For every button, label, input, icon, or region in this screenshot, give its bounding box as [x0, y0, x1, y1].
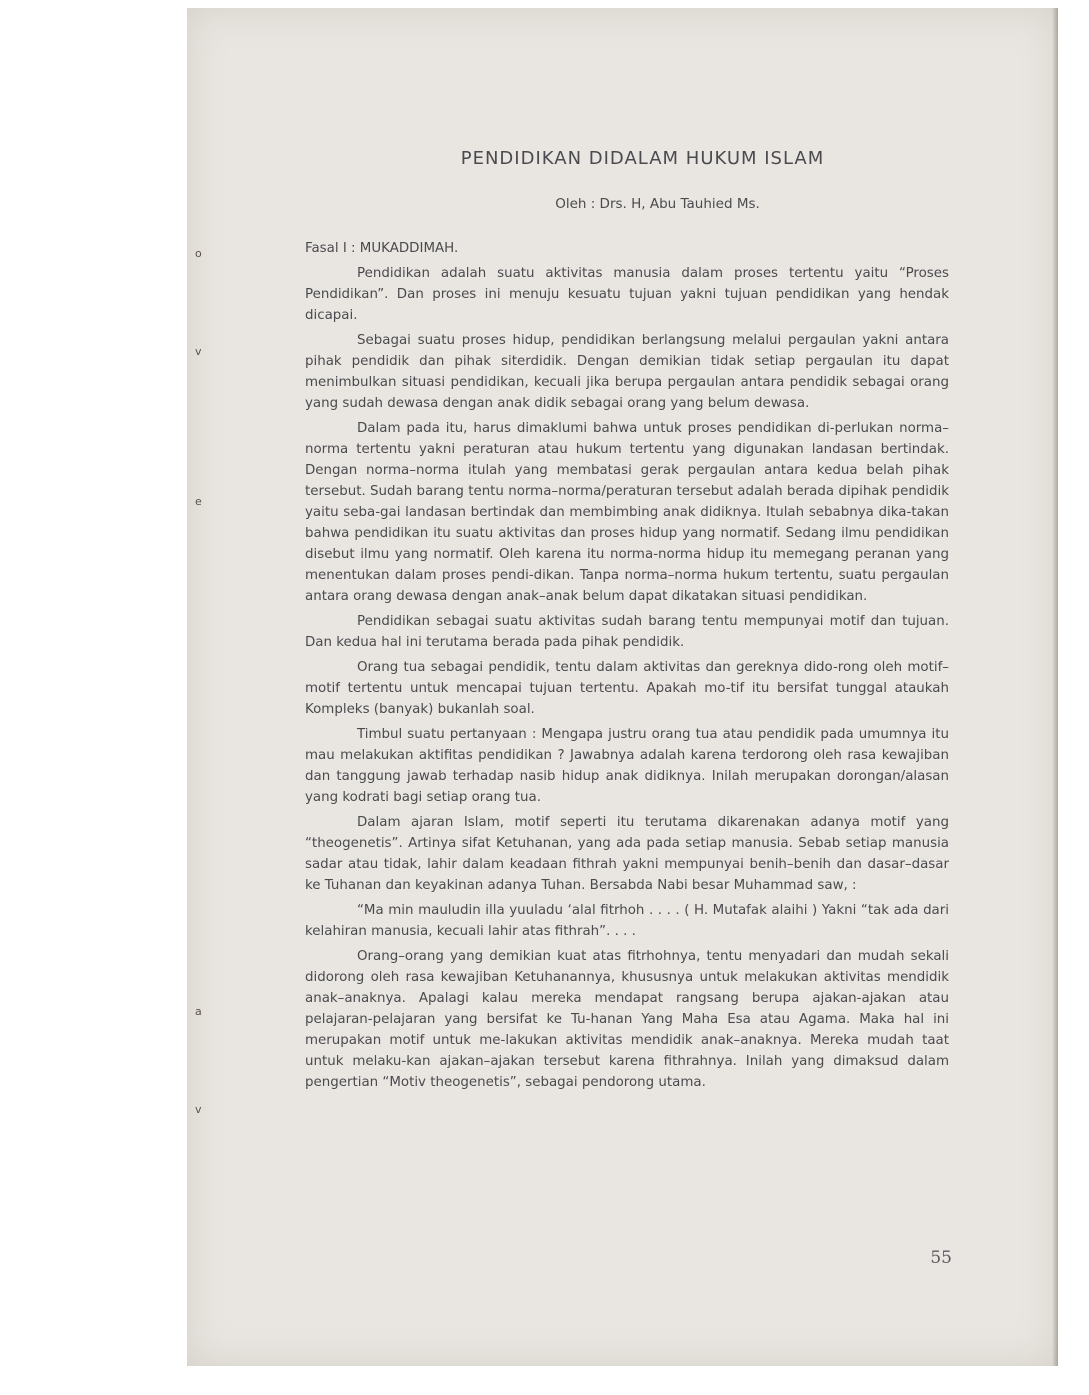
paragraph: Pendidikan sebagai suatu aktivitas sudah barang tentu mempunyai motif dan tujuan. Dan kedua hal ini terutama berada pada pihak pendidik. — [305, 614, 949, 650]
page-number: 55 — [930, 1248, 952, 1268]
paragraph: Timbul suatu pertanyaan : Mengapa justru orang tua atau pendidik pada umumnya itu mau melakukan aktifitas pendidikan ? Jawabnya adalah karena terdorong oleh rasa kewajiban dan tanggung jawab terhadap nasib hidup anak didiknya. Inilah merupakan dorongan/alasan yang kodrati bagi setiap orang tua. — [305, 727, 949, 805]
binding-hole-icon: a — [195, 1005, 202, 1018]
binding-hole-icon: v — [195, 1103, 202, 1116]
scanned-page — [187, 8, 1058, 1366]
binding-hole-icon: e — [195, 495, 202, 508]
paragraph: Dalam pada itu, harus dimaklumi bahwa untuk proses pendidikan di-perlukan norma–norma tertentu yakni peraturan atau hukum tertentu yang digunakan landasan bertindak. Dengan norma–norma itulah yang membatasi gerak pergaulan antara kedua belah pihak tersebut. Sudah barang tentu norma–norma/peraturan tersebut adalah berada dipihak pendidik yaitu seba-gai landasan bertindak dan membimbing anak didiknya. Itulah sebabnya dika-takan bahwa pendidikan itu suatu aktivitas dan proses hidup yang normatif. Sedang ilmu pendidikan disebut ilmu yang normatif. Oleh karena itu norma-norma hidup itu memegang peranan yang menentukan dalam proses pendi-dikan. Tanpa norma–norma hukum tertentu, suatu pergaulan antara orang dewasa dengan anak–anak belum dapat dikatakan situasi pendidikan. — [305, 421, 949, 604]
paragraph: Pendidikan adalah suatu aktivitas manusia dalam proses tertentu yaitu “Proses Pendidikan”. Dan proses ini menuju kesuatu tujuan yakni tujuan pendidikan yang hendak dicapai. — [305, 266, 949, 323]
hadith-quote: “Ma min mauludin illa yuuladu ‘alal fitrhoh . . . . ( H. Mutafak alaihi ) Yakni “tak ada dari kelahiran manusia, kecuali lahir atas fithrah”. . . . — [305, 903, 949, 939]
paragraph: Orang–orang yang demikian kuat atas fitrhohnya, tentu menyadari dan mudah sekali didorong oleh rasa kewajiban Ketuhanannya, khususnya untuk melakukan aktivitas mendidik anak–anaknya. Apalagi kalau mereka mendapat rangsang berupa ajakan-ajakan atau pelajaran-pelajaran yang bersifat ke Tu-hanan Yang Maha Esa atau Agama. Maka hal ini merupakan motif untuk me-lakukan aktivitas mendidik anak–anaknya. Mereka mudah taat untuk melaku-kan ajakan–ajakan tersebut karena fithrahnya. Inilah yang dimaksud dalam pengertian “Motiv theogenetis”, sebagai pendorong utama. — [305, 949, 949, 1090]
binding-hole-icon: o — [195, 247, 202, 260]
paragraph: Dalam ajaran Islam, motif seperti itu terutama dikarenakan adanya motif yang “theogenetis”. Artinya sifat Ketuhanan, yang ada pada setiap manusia. Sebab setiap manusia sadar atau tidak, lahir dalam keadaan fithrah yakni mempunyai benih–benih dan dasar–dasar ke Tuhanan dan keyakinan adanya Tuhan. Bersabda Nabi besar Muhammad saw, : — [305, 815, 949, 893]
paragraph: Sebagai suatu proses hidup, pendidikan berlangsung melalui pergaulan yakni antara pihak pendidik dan pihak siterdidik. Dengan demikian tidak setiap pergaulan itu dapat menimbulkan situasi pendidikan, kecuali jika berupa pergaulan antara pendidik sebagai orang yang sudah dewasa dengan anak didik sebagai orang yang belum dewasa. — [305, 333, 949, 411]
section-heading: Fasal I : MUKADDIMAH. — [305, 241, 459, 256]
document-title: PENDIDIKAN DIDALAM HUKUM ISLAM — [460, 148, 825, 169]
document-body — [305, 238, 949, 1097]
binding-hole-icon: v — [195, 345, 202, 358]
author-line: Oleh : Drs. H, Abu Tauhied Ms. — [555, 196, 760, 212]
paragraph: Orang tua sebagai pendidik, tentu dalam aktivitas dan gereknya dido-rong oleh motif–motif tertentu untuk mencapai tujuan tertentu. Apakah mo-tif itu bersifat tunggal ataukah Kompleks (banyak) bukanlah soal. — [305, 660, 949, 717]
